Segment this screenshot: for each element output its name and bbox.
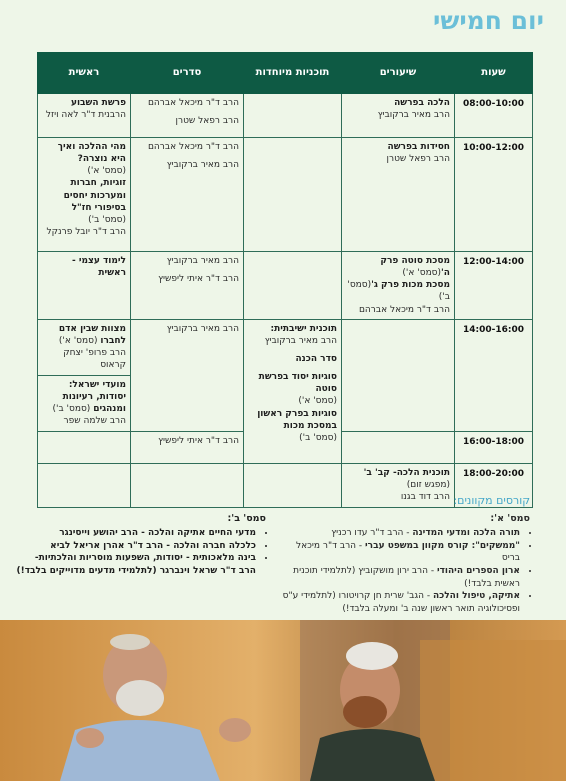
roshit-title: מצוות שבין אדם לחברו (58, 323, 126, 346)
semester-a-list (276, 527, 530, 615)
lesson-teacher: הרב ד"ר מיכאל אברהם (358, 304, 450, 315)
roshit-semester: (סמס' א') (58, 335, 98, 346)
semester-a-courses (276, 512, 530, 615)
list-item: • "ממשקים": קורס מקוון במשפט עברי - הרב ד"ר מיכאל בריס (276, 540, 520, 565)
sedarim-cell (131, 319, 244, 431)
sedarim-cell (131, 252, 244, 320)
page-title: יום חמישי (433, 6, 544, 35)
semester-b-list (16, 527, 266, 577)
lessons-cell (342, 94, 455, 138)
special-title: תוכנית ישיבתית: (270, 323, 337, 334)
roshit-teacher: הרב שלמה שפר (63, 416, 126, 427)
special-cell (244, 94, 342, 138)
special-cell (244, 463, 342, 507)
lesson-title: הלכה בפרשה (394, 98, 450, 108)
semester-b-courses (16, 512, 266, 578)
special-cell (244, 138, 342, 252)
semester-a-heading: סמס' א': (490, 513, 530, 524)
roshit-cell (38, 463, 131, 507)
special-semester: (סמס' א') (298, 396, 337, 407)
list-item: • כלכלה חברה והלכה - הרב ד"ר אהרן אריאל לביא (16, 540, 256, 553)
table-row (38, 319, 533, 375)
lessons-cell (342, 319, 455, 431)
lesson-semester: (סמס' א') (402, 268, 442, 279)
sedarim-cell (131, 431, 244, 463)
list-item: • בינה מלאכותית - יסודות, השפעות מוסריות והלכתיות- הרב ד"ר שראל וינברגר (לתלמידי מדעים מדוייקים בלבד!) (16, 552, 256, 577)
roshit-cell (38, 138, 131, 252)
lessons-cell (342, 252, 455, 320)
header-sedarim: סדרים (131, 53, 244, 94)
special-topic: סוגיות בפרק ראשון במסכת מכות (257, 408, 337, 431)
sedarim-cell (131, 463, 244, 507)
lesson-note: (מפגש זום) (406, 479, 450, 490)
lessons-cell (342, 463, 455, 507)
time-cell: 10:00-12:00 (455, 138, 533, 252)
classroom-photo (0, 620, 566, 781)
list-item: • ארון הספרים היהודי - הרב ירון מושקוביץ (לתלמידי תוכנית ראשית בלבד!) (276, 565, 520, 590)
special-teacher: הרב מאיר ברקוביץ (264, 335, 337, 346)
special-cell (244, 252, 342, 320)
roshit-title: לימוד עצמי - ראשית (71, 256, 126, 279)
lesson-title: חסידות בפרשה (387, 142, 450, 152)
roshit-title: פרשת השבוע (70, 98, 126, 108)
sedarim-teacher: הרב מאיר ברקוביץ (166, 256, 239, 266)
roshit-teacher: הרבנית ד"ר לאה ויזל (45, 110, 126, 121)
special-semester: (סמס' ב') (299, 432, 337, 443)
time-cell: 08:00-10:00 (455, 94, 533, 138)
list-item: • תורה הלכה ומדעי המדינה - הרב ד"ר עדו רכניץ (276, 527, 520, 540)
lesson-title: מסכת מכות פרק ג' (371, 280, 450, 291)
roshit-cell (38, 319, 131, 375)
sedarim-teacher: הרב ד"ר איתי ליפשיץ (158, 274, 239, 285)
sedarim-teacher: הרב ד"ר מיכאל אברהם (147, 98, 239, 108)
roshit-title: זוגיות, חברות ומערכות יחסים בסיפורי חז"ל (63, 178, 126, 213)
header-time: שעות (455, 53, 533, 94)
lesson-title: מסכת סוטה פרק ה' (380, 256, 450, 279)
roshit-semester: (סמס' א') (87, 166, 126, 177)
roshit-teacher: הרב פרופ' יצחק קראוס (63, 347, 126, 371)
semester-b-heading: סמס' ב': (227, 513, 266, 524)
roshit-cell (38, 431, 131, 463)
table-row (38, 252, 533, 320)
lesson-teacher: הרב דוד בגנו (400, 491, 450, 502)
table-row (38, 94, 533, 138)
sedarim-teacher: הרב מאיר ברקוביץ (166, 323, 239, 334)
roshit-semester: (סמס' ב') (52, 403, 91, 414)
special-topic: סוגיות יסוד בפרשת סוטה (258, 372, 337, 395)
special-seder: סדר הכנה (295, 353, 337, 364)
special-cell (244, 319, 342, 463)
list-item: • אתיקה, טיפול והלכה - הגב' שרית חן קרויטורו (לתלמידי ע"ס ופסיכולוגיה תואר ראשון שנה ב' ומעלה בלבד!) (276, 590, 520, 615)
lessons-cell (342, 431, 455, 463)
roshit-cell (38, 94, 131, 138)
header-lessons: שיעורים (342, 53, 455, 94)
sedarim-teacher: הרב מאיר ברקוביץ (166, 160, 239, 171)
online-courses-title: קורסים מקוונים: (453, 494, 530, 507)
roshit-title: מהי ההלכה ואיך היא נוצרה? (57, 142, 126, 165)
time-cell: 12:00-14:00 (455, 252, 533, 320)
sedarim-teacher: הרב ד"ר איתי ליפשיץ (158, 435, 239, 446)
roshit-cell (38, 375, 131, 431)
lessons-cell (342, 138, 455, 252)
table-header-row (38, 53, 533, 94)
roshit-teacher: הרב ד"ר יובל פרנקל (46, 226, 126, 237)
roshit-cell (38, 252, 131, 320)
header-special: תוכניות מיוחדות (244, 53, 342, 94)
roshit-semester: (סמס' ב') (88, 214, 126, 225)
time-cell: 14:00-16:00 (455, 319, 533, 431)
sedarim-teacher: הרב ד"ר מיכאל אברהם (147, 142, 239, 152)
sedarim-cell (131, 94, 244, 138)
table-row (38, 138, 533, 252)
sedarim-teacher: הרב רפאל שטרן (175, 116, 239, 127)
lesson-teacher: הרב מאיר ברקוביץ (377, 110, 450, 121)
time-cell: 16:00-18:00 (455, 431, 533, 463)
header-roshit: ראשית (38, 53, 131, 94)
lesson-semester: (סמס' ב') (347, 280, 450, 303)
roshit-title: מועדי ישראל: יסודות, רעיונות ומנהגים (62, 379, 126, 414)
lesson-title: תוכנית הלכה- קב' ב' (363, 467, 450, 478)
schedule-table (37, 52, 533, 508)
time-cell: 18:00-20:00 (455, 463, 533, 507)
list-item: • מדעי החיים אתיקה והלכה - הרב יהושע וייסינגר (16, 527, 256, 540)
sedarim-cell (131, 138, 244, 252)
lesson-teacher: הרב רפאל שטרן (386, 154, 450, 165)
